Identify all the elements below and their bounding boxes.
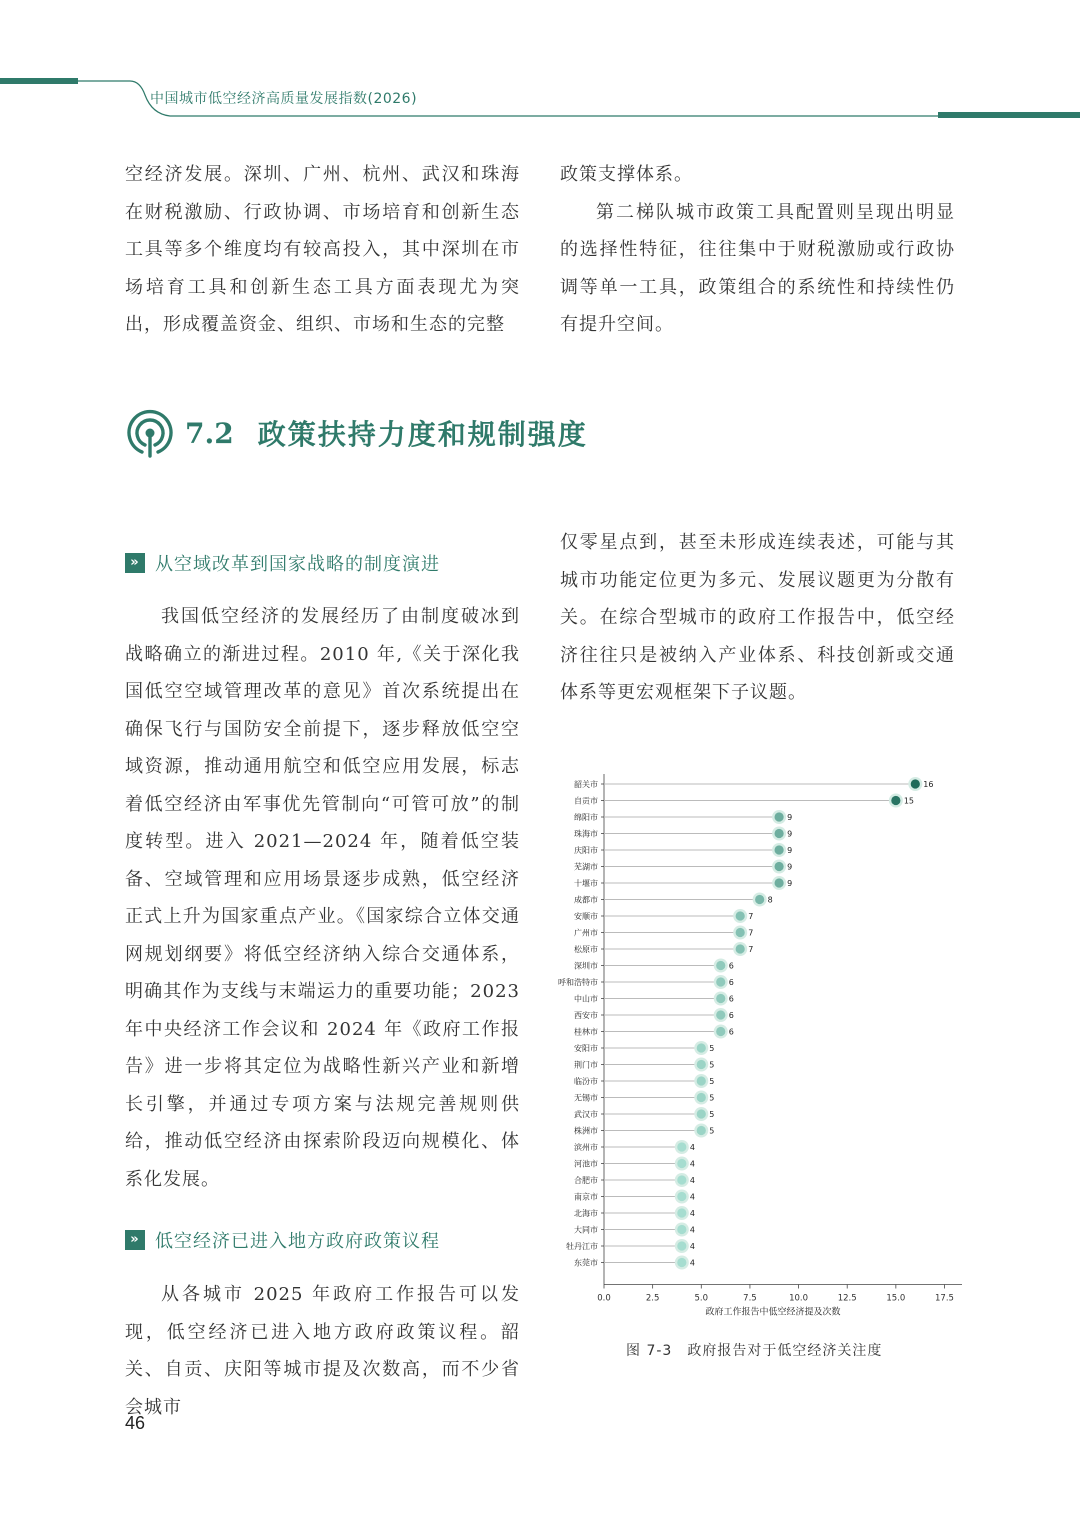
double-chevron-icon: » — [125, 1230, 145, 1250]
value-label: 6 — [728, 961, 734, 971]
lollipop-dot — [891, 796, 900, 805]
lollipop-dot — [775, 862, 784, 871]
category-label: 深圳市 — [574, 961, 598, 971]
lollipop-dot — [697, 1043, 706, 1052]
value-label: 4 — [689, 1176, 695, 1185]
lollipop-dot — [716, 1027, 725, 1036]
top-left-paragraph: 空经济发展。深圳、广州、杭州、武汉和珠海在财税激励、行政协调、市场培育和创新生态工具等多个维度均有较高投入，其中深圳在市场培育工具和创新生态工具方面表现尤为突出，形成覆盖资金、组织、市场和生态的完整 — [125, 164, 520, 335]
lollipop-dot — [697, 1060, 706, 1069]
top-right-paragraph-2: 第二梯队城市政策工具配置则呈现出明显的选择性特征，往往集中于财税激励或行政协调等单一工具，政策组合的系统性和持续性仍有提升空间。 — [560, 201, 955, 335]
lollipop-dot — [716, 961, 725, 970]
category-label: 无锡市 — [574, 1093, 598, 1103]
category-label: 临汾市 — [574, 1077, 598, 1086]
value-label: 4 — [689, 1242, 695, 1251]
category-label: 北海市 — [574, 1209, 598, 1218]
value-label: 4 — [689, 1159, 695, 1169]
left-column — [125, 598, 520, 1198]
lollipop-dot — [677, 1192, 686, 1201]
category-label: 合肥市 — [574, 1176, 598, 1185]
category-label: 滨州市 — [574, 1143, 598, 1152]
lollipop-dot — [716, 1010, 725, 1019]
x-tick-label: 17.5 — [935, 1293, 954, 1304]
category-label: 广州市 — [574, 928, 598, 938]
section-heading — [125, 406, 588, 460]
value-label: 5 — [709, 1093, 715, 1103]
category-label: 荆门市 — [574, 1060, 598, 1070]
value-label: 7 — [748, 928, 754, 938]
paragraph-2: 从各城市 2025 年政府工作报告可以发现，低空经济已进入地方政府政策议程。韶关、自贡、庆阳等城市提及次数高，而不少省会城市 — [125, 1284, 520, 1418]
lollipop-dot — [716, 994, 725, 1003]
running-title: 中国城市低空经济高质量发展指数(2026) — [150, 91, 418, 107]
value-label: 5 — [709, 1060, 715, 1070]
value-label: 5 — [709, 1126, 715, 1136]
top-right-column — [560, 156, 955, 344]
lollipop-dot — [775, 845, 784, 854]
category-label: 河池市 — [574, 1159, 598, 1169]
lollipop-dot — [677, 1175, 686, 1184]
lollipop-dot — [677, 1142, 686, 1151]
value-label: 7 — [748, 912, 754, 921]
top-right-paragraph-1: 政策支撑体系。 — [560, 164, 693, 185]
lollipop-dot — [755, 895, 764, 904]
lollipop-dot — [736, 928, 745, 937]
x-axis-label: 政府工作报告中低空经济提及次数 — [705, 1307, 841, 1318]
x-tick-label: 15.0 — [886, 1293, 906, 1304]
lollipop-chart — [540, 770, 970, 1330]
value-label: 5 — [709, 1044, 715, 1053]
category-label: 大同市 — [574, 1225, 598, 1235]
category-label: 中山市 — [574, 994, 598, 1004]
category-label: 桂林市 — [574, 1027, 598, 1037]
category-label: 绵阳市 — [574, 813, 598, 822]
value-label: 15 — [903, 796, 915, 806]
category-label: 安顺市 — [574, 912, 598, 921]
category-label: 芜湖市 — [574, 862, 598, 872]
x-tick-label: 0.0 — [597, 1293, 611, 1304]
lollipop-dot — [697, 1126, 706, 1135]
category-label: 珠海市 — [574, 829, 598, 839]
value-label: 9 — [787, 829, 793, 839]
value-label: 5 — [709, 1110, 715, 1119]
category-label: 武汉市 — [574, 1110, 598, 1119]
figure-caption: 图 7-3 政府报告对于低空经济关注度 — [626, 1343, 883, 1359]
category-label: 南京市 — [574, 1192, 598, 1202]
category-label: 成都市 — [574, 895, 598, 905]
value-label: 6 — [728, 994, 734, 1004]
lollipop-dot — [736, 944, 745, 953]
lollipop-dot — [677, 1258, 686, 1267]
value-label: 4 — [689, 1192, 695, 1202]
page-number: 46 — [125, 1413, 146, 1433]
x-tick-label: 2.5 — [645, 1293, 660, 1304]
category-label: 牡丹江市 — [566, 1242, 598, 1251]
subheading-1 — [125, 550, 440, 576]
value-label: 6 — [728, 1011, 734, 1020]
value-label: 9 — [787, 846, 793, 855]
subheading-2-text: 低空经济已进入地方政府政策议程 — [155, 1231, 440, 1252]
left-column-bottom — [125, 1276, 520, 1426]
lollipop-dot — [697, 1093, 706, 1102]
category-label: 西安市 — [574, 1011, 598, 1020]
value-label: 4 — [689, 1143, 695, 1152]
category-label: 安阳市 — [574, 1044, 598, 1053]
value-label: 9 — [787, 813, 793, 822]
category-label: 呼和浩特市 — [558, 978, 598, 987]
category-label: 东莞市 — [574, 1258, 598, 1268]
value-label: 5 — [709, 1077, 715, 1086]
value-label: 4 — [689, 1258, 695, 1268]
right-column — [560, 524, 955, 712]
value-label: 6 — [728, 978, 734, 987]
category-label: 韶关市 — [574, 780, 598, 789]
category-label: 自贡市 — [574, 796, 598, 806]
value-label: 4 — [689, 1209, 695, 1218]
lollipop-dot — [716, 977, 725, 986]
lollipop-dot — [677, 1225, 686, 1234]
lollipop-dot — [677, 1208, 686, 1217]
category-label: 十堰市 — [574, 879, 598, 888]
value-label: 4 — [689, 1225, 695, 1235]
lollipop-dot — [677, 1159, 686, 1168]
lollipop-dot — [677, 1241, 686, 1250]
value-label: 9 — [787, 862, 793, 872]
value-label: 8 — [767, 895, 773, 905]
section-number: 7.2 — [185, 416, 234, 450]
right-paragraph: 仅零星点到，甚至未形成连续表述，可能与其城市功能定位更为多元、发展议题更为分散有关。在综合型城市的政府工作报告中，低空经济往往只是被纳入产业体系、科技创新或交通体系等更宏观框架下子议题。 — [560, 532, 955, 703]
subheading-1-text: 从空域改革到国家战略的制度演进 — [155, 554, 440, 575]
lollipop-dot — [911, 779, 920, 788]
lollipop-dot — [697, 1076, 706, 1085]
top-left-column — [125, 156, 520, 344]
x-tick-label: 5.0 — [694, 1293, 709, 1304]
section-logo-icon — [125, 408, 175, 458]
x-tick-label: 12.5 — [837, 1293, 857, 1304]
paragraph-1: 我国低空经济的发展经历了由制度破冰到战略确立的渐进过程。2010 年,《关于深化我国低空空域管理改革的意见》首次系统提出在确保飞行与国防安全前提下，逐步释放低空空域资源，推动通用航空和低空应用发展，标志着低空经济由军事优先管制向“可管可放”的制度转型。进入 2021—2024 年，随着低空装备、空域管理和应用场景逐步成熟，低空经济正式上升为国家重点产业。《国家综合立体交通网规划纲要》将低空经济纳入综合交通体系，明确其作为支线与末端运力的重要功能；2023 年中央经济工作会议和 2024 年《政府工作报告》进一步将其定位为战略性新兴产业和新增长引擎，并通过专项方案与法规完善规则供给，推动低空经济由探索阶段迈向规模化、体系化发展。 — [125, 606, 520, 1190]
double-chevron-icon: » — [125, 553, 145, 573]
category-label: 株洲市 — [574, 1126, 598, 1136]
lollipop-dot — [736, 911, 745, 920]
lollipop-dot — [775, 878, 784, 887]
value-label: 9 — [787, 879, 793, 888]
value-label: 16 — [923, 780, 934, 789]
lollipop-dot — [697, 1109, 706, 1118]
value-label: 7 — [748, 945, 754, 954]
x-tick-label: 7.5 — [743, 1293, 757, 1304]
category-label: 庆阳市 — [574, 846, 598, 855]
section-title: 政策扶持力度和规制强度 — [257, 418, 588, 451]
value-label: 6 — [728, 1027, 734, 1037]
lollipop-dot — [775, 829, 784, 838]
lollipop-dot — [775, 812, 784, 821]
x-tick-label: 10.0 — [789, 1293, 809, 1304]
subheading-2 — [125, 1227, 440, 1253]
category-label: 松原市 — [574, 945, 598, 954]
